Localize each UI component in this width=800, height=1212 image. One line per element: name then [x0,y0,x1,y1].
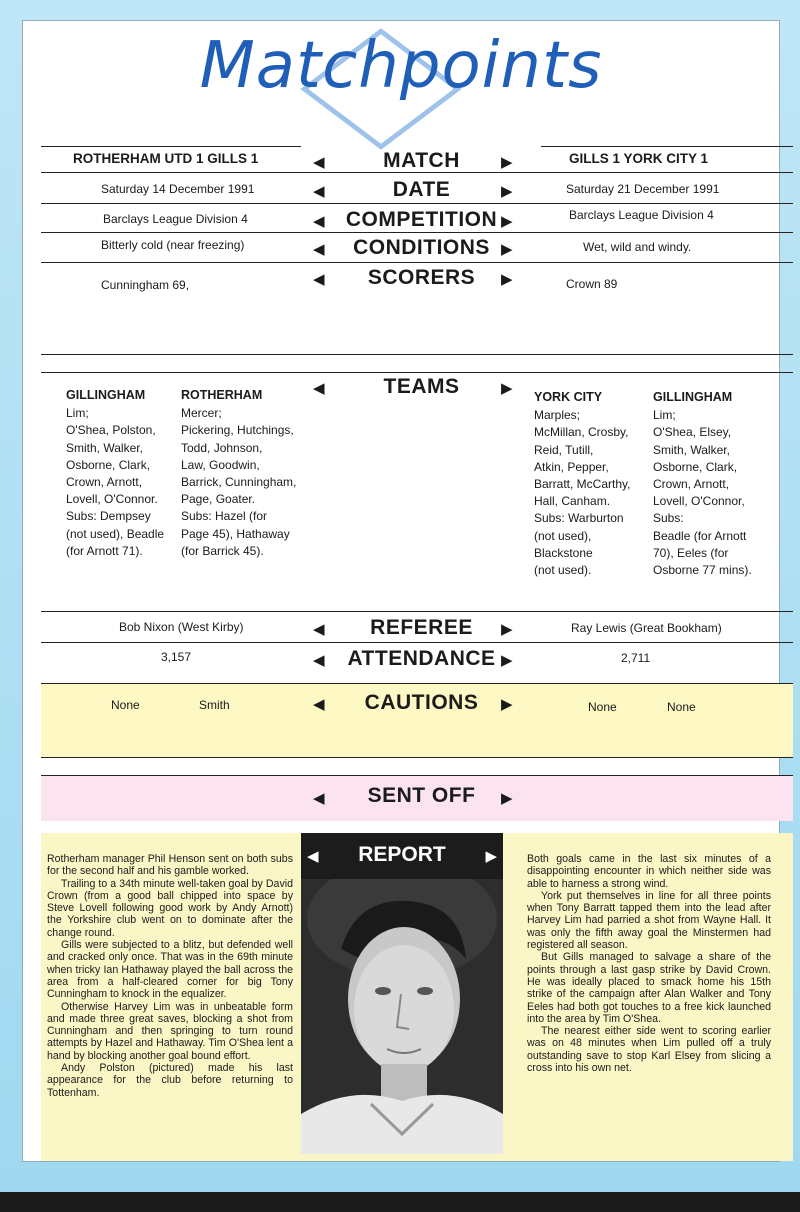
team-line: (for Barrick 45). [181,543,264,558]
conditions-right: Wet, wild and windy. [583,240,692,254]
right-arrow-icon: ▶ [501,652,513,669]
cautions-left-1: None [111,698,140,712]
conditions-left: Bitterly cold (near freezing) [101,238,245,252]
report-header [301,833,503,879]
team-line: Subs: Hazel (for [181,509,268,524]
report-right-column [527,853,771,1074]
team-line: Hall, Canham. [534,494,611,509]
referee-right: Ray Lewis (Great Bookham) [571,621,722,635]
match-label: MATCH [383,149,460,172]
team-line: Crown, Arnott, [66,475,143,490]
scorers-left: Cunningham 69, [101,278,190,292]
team-line: Page, Goater. [181,492,256,507]
cautions-row [41,684,793,758]
report-paragraph: But Gills managed to salvage a share of the points through a last gasp strike by David Crown. He was ideally placed to smack home his 15th strike of the campaign after Alan Walker and Tony Eeles had both got touches to a free kick launched into the area by Tim O'Shea. [527,951,771,1025]
matchpoints-page [22,20,780,1162]
report-paragraph: Both goals came in the last six minutes of a disappointing encounter in which neither side was able to harness a strong wind. [527,853,771,890]
attendance-right: 2,711 [621,651,651,665]
scorers-row [41,263,793,353]
page-title: Matchpoints [199,29,603,103]
competition-left: Barclays League Division 4 [103,212,248,226]
cautions-left-2: Smith [199,698,230,712]
team-list-rotherham [181,387,296,560]
team-heading: ROTHERHAM [181,388,263,402]
match-left: ROTHERHAM UTD 1 GILLS 1 [73,151,259,166]
referee-label: REFEREE [370,616,473,639]
conditions-row [41,233,793,263]
left-arrow-icon: ◀ [313,241,325,258]
team-line: O'Shea, Elsey, [653,425,732,440]
team-list-gillingham-1 [66,387,164,560]
team-line: Pickering, Hutchings, [181,423,294,438]
date-right: Saturday 21 December 1991 [566,182,720,196]
team-line: Lim; [66,406,89,421]
competition-label: COMPETITION [345,208,498,231]
team-line: Smith, Walker, [66,440,143,455]
conditions-label: CONDITIONS [353,236,490,259]
team-list-york-city [534,389,630,579]
scorers-right: Crown 89 [566,277,618,291]
team-line: O'Shea, Polston, [66,423,156,438]
player-portrait-icon [301,879,503,1154]
right-arrow-icon: ▶ [501,790,513,807]
team-line: Atkin, Pepper, [534,459,609,474]
sent-off-row [41,776,793,822]
divider [41,354,793,355]
scorers-label: SCORERS [367,266,476,289]
team-line: (not used), [534,528,592,543]
right-arrow-icon: ▶ [501,183,513,200]
competition-right: Barclays League Division 4 [569,208,714,222]
team-line: Lovell, O'Connor. [66,492,158,507]
attendance-row [41,643,793,673]
cautions-right-2: None [667,700,696,714]
left-arrow-icon: ◀ [313,154,325,171]
team-line: Crown, Arnott, [653,477,730,492]
player-photo [301,879,503,1154]
left-arrow-icon: ◀ [307,848,319,865]
team-line: 70), Eeles (for [653,545,729,560]
team-line: (not used). [534,563,592,578]
report-label: REPORT [358,843,446,866]
team-line: Law, Goodwin, [181,457,260,472]
team-line: Marples; [534,408,581,423]
bottom-edge [0,1192,800,1212]
header [23,21,779,136]
right-arrow-icon: ▶ [501,621,513,638]
date-row [41,173,793,203]
report-paragraph: Gills were subjected to a blitz, but defended well and cracked only once. That was in the 69th minute when tricky Ian Hathaway played the ball across the area from a half-cleared corner for big Tony Cunningham to knock in the equalizer. [47,939,293,1001]
team-line: Mercer; [181,406,222,421]
team-line: Barrick, Cunningham, [181,475,297,490]
team-heading: GILLINGHAM [66,388,146,402]
team-heading: GILLINGHAM [653,390,733,404]
right-arrow-icon: ▶ [485,848,497,865]
match-right: GILLS 1 YORK CITY 1 [569,151,709,166]
left-arrow-icon: ◀ [313,183,325,200]
team-line: Lim; [653,408,676,423]
team-line: (not used), Beadle [66,526,165,541]
left-arrow-icon: ◀ [313,621,325,638]
left-arrow-icon: ◀ [313,271,325,288]
team-line: Osborne, Clark, [66,457,151,472]
right-arrow-icon: ▶ [501,696,513,713]
report-paragraph: Andy Polston (pictured) made his last appearance for the club before returning to Tottenham. [47,1062,293,1099]
divider [41,757,793,758]
report-paragraph: Trailing to a 34th minute well-taken goal by David Crown (from a good ball chipped into space by Steve Lovell following good work by Andy Arnott) the Yorkshire club went on to dominate after the change round. [47,877,293,939]
team-list-gillingham-2 [653,389,752,579]
team-heading: YORK CITY [534,390,603,404]
teams-label: TEAMS [383,375,460,398]
team-line: Subs: Warburton [534,511,624,526]
team-line: Blackstone [534,545,593,560]
date-left: Saturday 14 December 1991 [101,182,255,196]
team-line: Smith, Walker, [653,442,730,457]
sent-off-label: SENT OFF [367,784,476,807]
right-arrow-icon: ▶ [501,241,513,258]
teams-row [41,373,793,605]
team-line: Osborne, Clark, [653,459,738,474]
team-line: Subs: [653,511,684,526]
report-left-column [47,853,293,1099]
date-label: DATE [392,178,451,201]
attendance-label: ATTENDANCE [347,647,496,670]
team-line: Page 45), Hathaway [181,526,290,541]
team-line: (for Arnott 71). [66,543,143,558]
attendance-left: 3,157 [161,650,192,664]
left-arrow-icon: ◀ [313,790,325,807]
right-arrow-icon: ▶ [501,380,513,397]
left-arrow-icon: ◀ [313,213,325,230]
team-line: Todd, Johnson, [181,440,263,455]
report-paragraph: York put themselves in line for all three points when Tony Barratt tapped them into the lead after Harvey Lim had parried a shot from Wayne Hall. It was only the fifth away goal the Minstermen had registered all season. [527,889,771,952]
referee-left: Bob Nixon (West Kirby) [119,620,244,634]
right-arrow-icon: ▶ [501,271,513,288]
team-line: Reid, Tutill, [534,442,594,457]
left-arrow-icon: ◀ [313,696,325,713]
report-paragraph: Rotherham manager Phil Henson sent on both subs for the second half and his gamble worked. [47,853,293,878]
team-line: Subs: Dempsey [66,509,151,524]
left-arrow-icon: ◀ [313,652,325,669]
right-arrow-icon: ▶ [501,154,513,171]
competition-row [41,204,793,234]
cautions-label: CAUTIONS [364,691,479,714]
team-line: Beadle (for Arnott [653,528,747,543]
left-arrow-icon: ◀ [313,380,325,397]
team-line: McMillan, Crosby, [534,425,629,440]
right-arrow-icon: ▶ [501,213,513,230]
cautions-right-1: None [588,700,617,714]
report-paragraph: The nearest either side went to scoring earlier was on 48 minutes when Lim pulled off a truly outstanding save to stop Karl Elsey from slicing a cross into his own net. [527,1025,771,1075]
report-paragraph: Otherwise Harvey Lim was in unbeatable form and made three great saves, blocking a shot from Cunningham and then springing to turn round attempts by Hazel and Hathaway. Tim O'Shea lent a hand by blocking another goal bound effort. [47,1000,293,1062]
team-line: Lovell, O'Connor, [653,494,745,509]
team-line: Osborne 77 mins). [653,563,752,578]
team-line: Barratt, McCarthy, [534,477,631,492]
referee-row [41,612,793,642]
